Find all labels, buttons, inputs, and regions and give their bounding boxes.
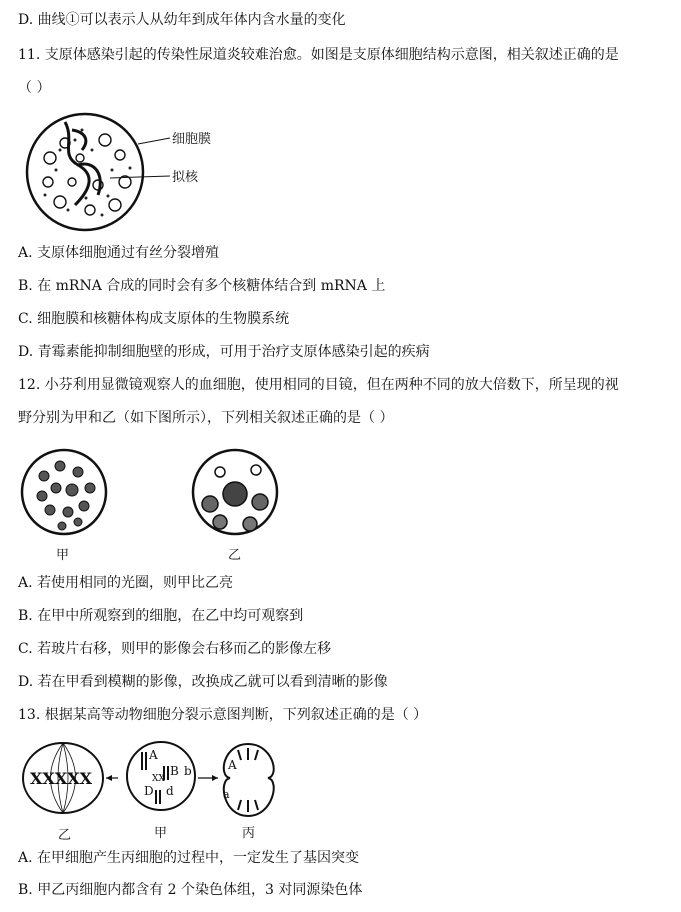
cell-division-figure xyxy=(18,738,288,843)
q11-option-a: A. 支原体细胞通过有丝分裂增殖 xyxy=(18,245,220,261)
q13-option-a: A. 在甲细胞产生丙细胞的过程中，一定发生了基因突变 xyxy=(18,850,360,866)
mycoplasma-diagram xyxy=(20,110,260,235)
q11-option-d: D. 青霉素能抑制细胞壁的形成，可用于治疗支原体感染引起的疾病 xyxy=(18,344,430,360)
microscope-figure xyxy=(20,444,280,564)
q13-option-b: B. 甲乙丙细胞内都含有 2 个染色体组，3 对同源染色体 xyxy=(18,882,363,898)
previous-question-option-d: D. 曲线①可以表示人从幼年到成年体内含水量的变化 xyxy=(18,12,346,28)
q11-option-b: B. 在 mRNA 合成的同时会有多个核糖体结合到 mRNA 上 xyxy=(18,278,386,294)
svg-text:XXXXX: XXXXX xyxy=(30,769,93,788)
q11-stem-line1: 11. 支原体感染引起的传染性尿道炎较难治愈。如图是支原体细胞结构示意图，相关叙述正确的是 xyxy=(18,47,619,63)
gene-label-d: d xyxy=(166,784,174,798)
cell-yi-label: 乙 xyxy=(58,828,72,843)
gene-label-b: b xyxy=(184,764,192,778)
q11-stem-line2: （ ） xyxy=(18,80,51,96)
q12-stem-line1: 12. 小芬利用显微镜观察人的血细胞，使用相同的目镜，但在两种不同的放大倍数下，所呈现的视 xyxy=(18,377,619,393)
gene-label-A2: A xyxy=(228,758,237,772)
q12-option-d: D. 若在甲看到模糊的影像，改换成乙就可以看到清晰的影像 xyxy=(18,674,388,690)
cell-bing-label: 丙 xyxy=(242,826,256,841)
cell-membrane-label: 细胞膜 xyxy=(172,132,212,147)
gene-label-D: D xyxy=(144,784,154,798)
q12-option-a: A. 若使用相同的光圈，则甲比乙亮 xyxy=(18,575,234,591)
q11-option-c: C. 细胞膜和核糖体构成支原体的生物膜系统 xyxy=(18,311,290,327)
mycoplasma-figure xyxy=(20,110,260,235)
microscope-fields xyxy=(20,444,280,544)
q13-stem: 13. 根据某高等动物细胞分裂示意图判断，下列叙述正确的是（ ） xyxy=(18,707,428,723)
q12-option-c: C. 若玻片右移，则甲的影像会右移而乙的影像左移 xyxy=(18,641,332,657)
gene-label-A: A xyxy=(149,748,158,762)
q12-stem-line2: 野分别为甲和乙（如下图所示），下列相关叙述正确的是（ ） xyxy=(18,410,394,426)
view-jia-label: 甲 xyxy=(56,548,70,563)
q12-option-b: B. 在甲中所观察到的细胞，在乙中均可观察到 xyxy=(18,608,304,624)
nucleoid-label: 拟核 xyxy=(172,170,199,185)
cell-jia-label: 甲 xyxy=(154,826,168,841)
gene-label-xx: XX xyxy=(152,774,165,784)
gene-label-B: B xyxy=(170,764,179,778)
gene-label-a: a xyxy=(223,788,230,801)
view-yi-label: 乙 xyxy=(228,548,242,563)
